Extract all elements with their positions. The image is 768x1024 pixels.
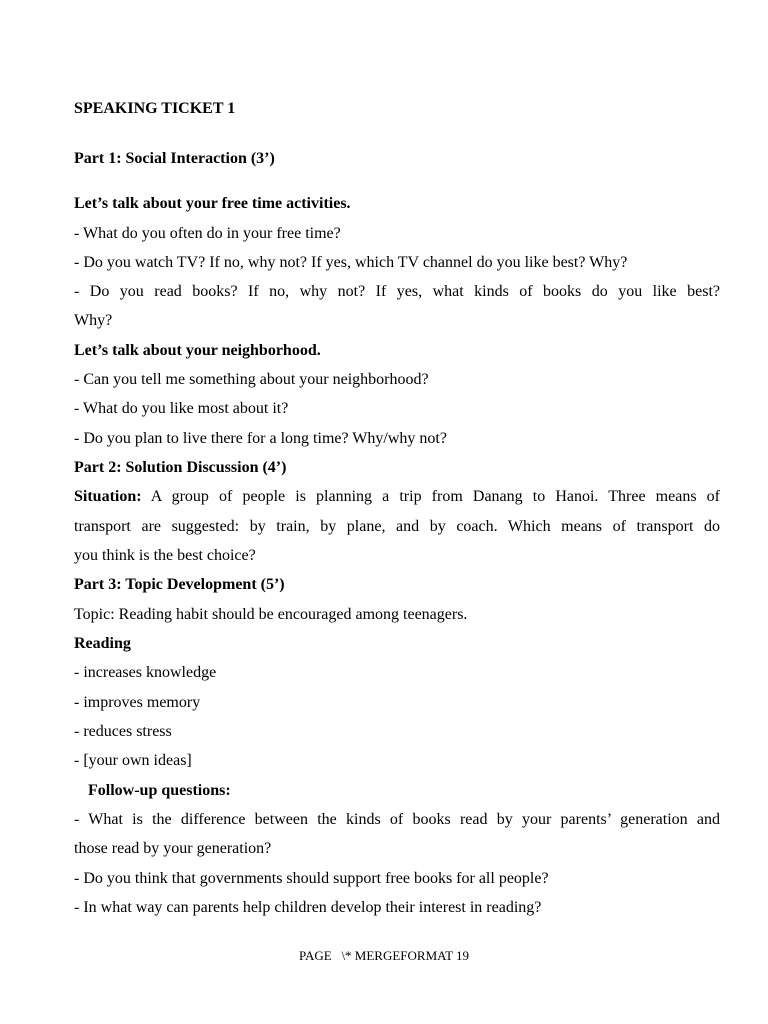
followup-question-1-line2: those read by your generation? [74, 840, 272, 857]
part1-topic2-question-1: - Can you tell me something about your neighborhood? [74, 371, 429, 388]
situation-text-1: A group of people is planning a trip from Danang to Hanoi. Three means of [141, 488, 720, 505]
part1-topic1-question-3-line1: - Do you read books? If no, why not? If yes, what kinds of books do you like best? [74, 283, 720, 300]
part1-topic1-question-1: - What do you often do in your free time? [74, 225, 341, 242]
part3-heading: Part 3: Topic Development (5’) [74, 576, 285, 593]
page-footer [0, 946, 768, 966]
part2-situation-line3: you think is the best choice? [74, 547, 256, 564]
part1-topic1-question-3-line2: Why? [74, 312, 113, 329]
reading-label: Reading [74, 635, 131, 652]
part1-topic1-title: Let’s talk about your free time activities. [74, 195, 351, 212]
part1-topic1-question-2: - Do you watch TV? If no, why not? If yes, which TV channel do you like best? Why? [74, 254, 628, 271]
reading-point-1: - increases knowledge [74, 664, 217, 681]
part2-situation-line1 [74, 487, 720, 507]
part2-situation-line2: transport are suggested: by train, by plane, and by coach. Which means of transport do [74, 518, 720, 535]
part1-topic2-title: Let’s talk about your neighborhood. [74, 342, 321, 359]
reading-point-3: - reduces stress [74, 723, 172, 740]
reading-point-2: - improves memory [74, 694, 201, 711]
page-number-field: PAGE \* MERGEFORMAT 19 [298, 948, 470, 963]
followup-question-3: - In what way can parents help children develop their interest in reading? [74, 899, 542, 916]
document-page [74, 0, 720, 1024]
ticket-title: SPEAKING TICKET 1 [74, 100, 236, 117]
reading-point-4: - [your own ideas] [74, 752, 192, 769]
followup-question-1-line1: - What is the difference between the kinds of books read by your parents’ generation and [74, 811, 720, 828]
part3-topic: Topic: Reading habit should be encouraged among teenagers. [74, 606, 468, 623]
situation-label: Situation: [74, 488, 142, 505]
part1-heading: Part 1: Social Interaction (3’) [74, 150, 275, 167]
followup-question-2: - Do you think that governments should support free books for all people? [74, 870, 549, 887]
part1-topic2-question-2: - What do you like most about it? [74, 400, 289, 417]
part1-topic2-question-3: - Do you plan to live there for a long time? Why/why not? [74, 430, 447, 447]
part2-heading: Part 2: Solution Discussion (4’) [74, 459, 287, 476]
followup-label: Follow-up questions: [88, 782, 231, 799]
